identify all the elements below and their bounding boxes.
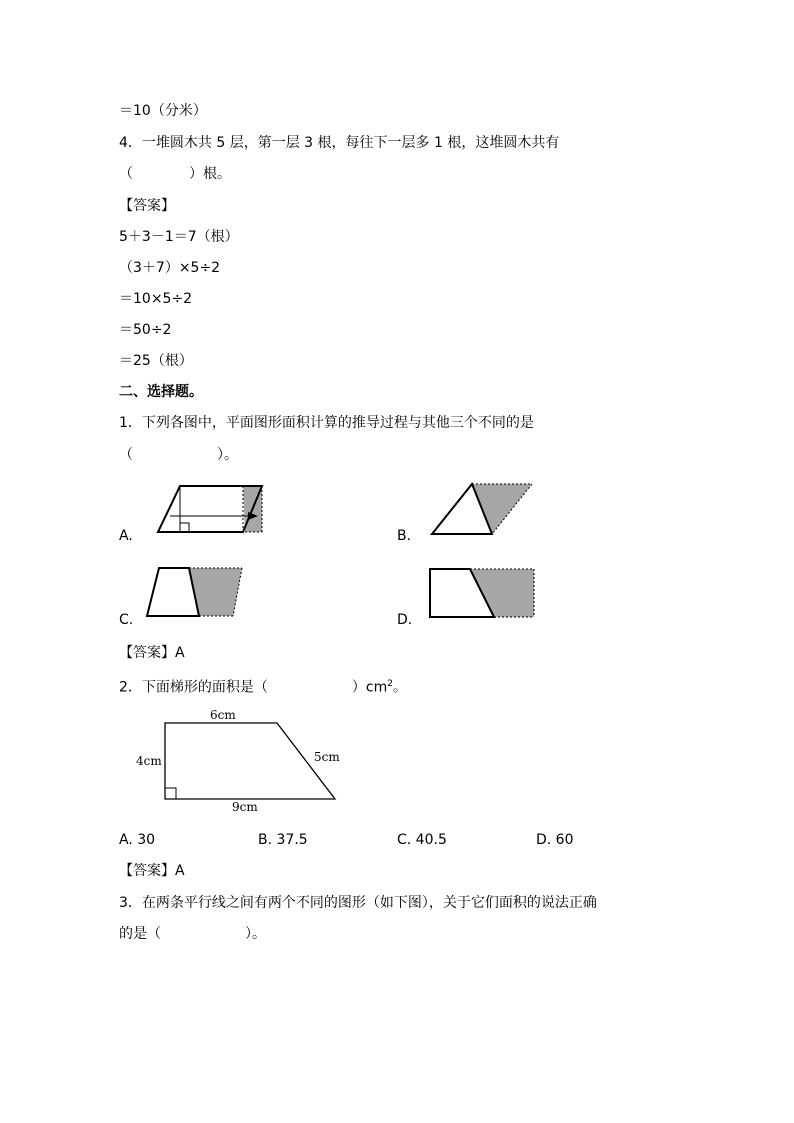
choice-question-3: 3．在两条平行线之间有两个不同的图形（如下图），关于它们面积的说法正确 — [119, 895, 597, 911]
figure-b-triangles — [428, 480, 538, 538]
answer-4-line-1: 5＋3－1＝7（根） — [119, 229, 239, 245]
figure-c-outline — [147, 568, 199, 616]
choice-question-2-text: 2．下面梯形的面积是（ ）cm — [119, 679, 388, 696]
answer-4-line-3: ＝10×5÷2 — [119, 291, 193, 307]
answer-label-4: 【答案】 — [119, 198, 175, 214]
figure-c-trapezoids — [144, 565, 274, 621]
trapezoid-figure — [160, 718, 340, 804]
figure-d-rectangle — [426, 565, 538, 621]
choice-answer-2: 【答案】A — [119, 863, 185, 879]
choice-question-1-blank: （ ）。 — [119, 447, 238, 463]
figure-b-label: B. — [397, 528, 412, 544]
trapezoid-right-angle — [165, 788, 176, 799]
trapezoid-outline — [165, 723, 335, 799]
option-c: C. 40.5 — [397, 832, 447, 848]
choice-question-1: 1．下列各图中，平面图形面积计算的推导过程与其他三个不同的是 — [119, 415, 534, 431]
answer-4-line-2: （3＋7）×5÷2 — [119, 260, 221, 276]
trapezoid-slant-label: 5cm — [314, 750, 340, 764]
figure-a-parallelogram — [150, 478, 270, 540]
option-b: B. 37.5 — [258, 832, 308, 848]
trapezoid-left-label: 4cm — [136, 754, 162, 768]
trapezoid-bottom-label: 9cm — [232, 800, 258, 814]
option-d: D. 60 — [536, 832, 574, 848]
choice-question-3-blank: 的是（ ）。 — [119, 926, 266, 942]
answer-4-line-4: ＝50÷2 — [119, 322, 172, 338]
question-4-blank: （ ）根。 — [119, 166, 231, 182]
figure-d-shaded-trapezoid — [470, 569, 534, 617]
answer-4-line-5: ＝25（根） — [119, 353, 193, 369]
solution-line-1: ＝10（分米） — [119, 103, 207, 119]
question-4: 4．一堆圆木共 5 层，第一层 3 根，每往下一层多 1 根，这堆圆木共有 — [119, 135, 560, 151]
choice-answer-1: 【答案】A — [119, 645, 185, 661]
option-a: A. 30 — [119, 832, 156, 848]
section-title-choice: 二、选择题。 — [119, 384, 203, 400]
figure-d-label: D. — [397, 612, 413, 628]
choice-question-2 — [119, 674, 407, 698]
trapezoid-top-label: 6cm — [210, 708, 236, 722]
choice-question-2-end: 。 — [392, 679, 407, 696]
figure-a-label: A. — [119, 528, 133, 544]
superscript-2: 2 — [387, 679, 393, 689]
figure-a-right-angle — [180, 523, 189, 532]
figure-c-label: C. — [119, 612, 134, 628]
